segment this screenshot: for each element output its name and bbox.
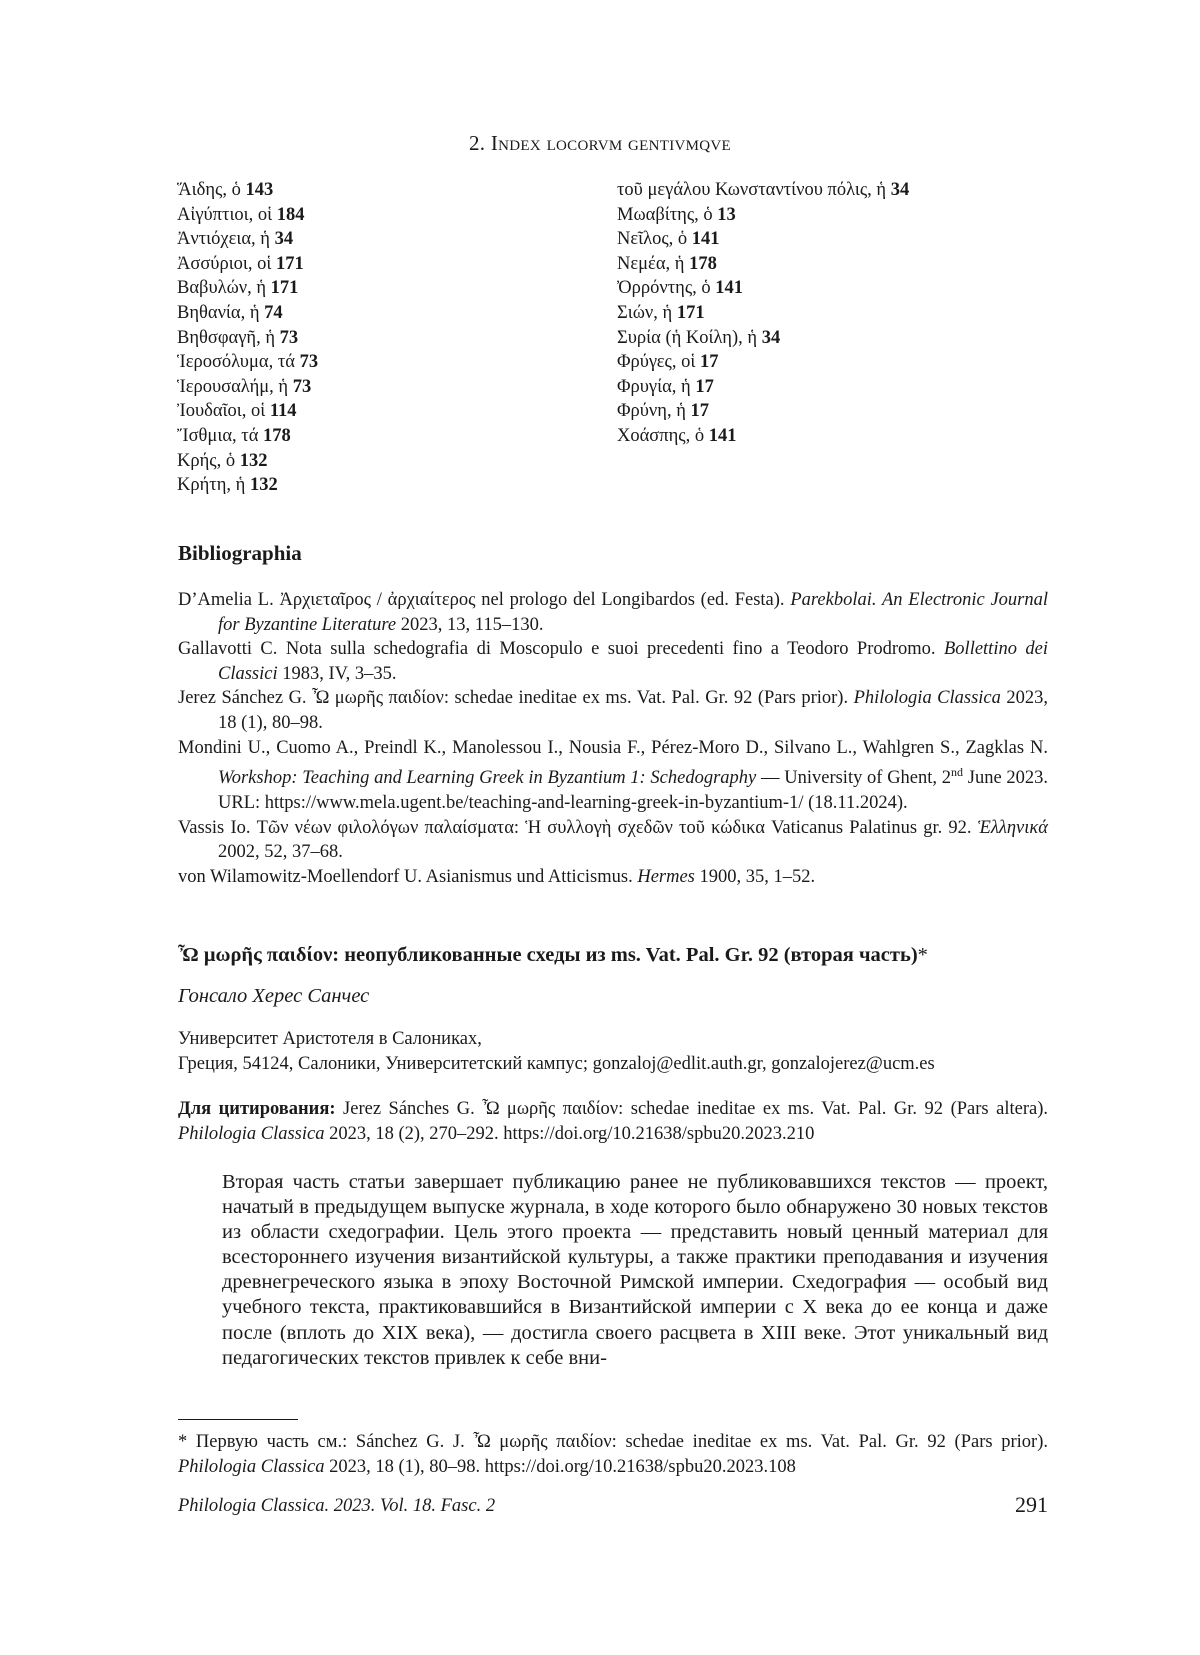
index-entry: Φρύγες, οἱ 17 bbox=[617, 352, 719, 373]
bibliography-heading: Bibliographia bbox=[178, 541, 302, 565]
author-affiliation: Университет Аристотеля в Салониках, Греция, 54124, Салоники, Университетский кампус; gonzaloj@edlit.auth.gr, gonzalojerez@ucm.es bbox=[178, 1029, 935, 1074]
index-entry: Ἅιδης, ὁ 143 bbox=[177, 180, 274, 200]
article-author: Гонсало Херес Санчес bbox=[178, 985, 370, 1007]
bibliography-entry: von Wilamowitz-Moellendorf U. Asianismus und Atticismus. Hermes 1900, 35, 1–52. bbox=[178, 866, 816, 887]
section-title-rest: ndex locorvm gentivmqve bbox=[498, 131, 732, 155]
bibliography-entry: Jerez Sánchez G. Ὦ μωρῆς παιδίον: schedae ineditae ex ms. Vat. Pal. Gr. 92 (Pars prior). Philologia Classica 2023, 18 (1), 80–98. bbox=[178, 688, 1049, 733]
footnote: * Первую часть см.: Sánchez G. J. Ὦ μωρῆς παιδίον: schedae ineditae ex ms. Vat. Pal. Gr. 92 (Pars prior). Philologia Classica 2023, 18 (1), 80–98. https://doi.org/10.21638/spbu20.2023.108 bbox=[178, 1432, 1048, 1477]
bibliography-entry: D’Amelia L. Ἀρχιεταῖρος / ἀρχιαίτερος nel prologo del Longibardos (ed. Festa). Parekbolai. An Electronic Journal for Byzantine Literature 2023, 13, 115–130. bbox=[178, 590, 1049, 635]
citation-block: Для цитирования: Jerez Sánches G. Ὦ μωρῆς παιδίον: schedae ineditae ex ms. Vat. Pal. Gr. 92 (Pars altera). Philologia Classica 2023, 18 (2), 270–292. https://doi.org/10.21638/spbu20.2023.210 bbox=[178, 1099, 1048, 1144]
index-entry: Βαβυλών, ἡ 171 bbox=[177, 278, 299, 299]
index-entry: Φρύνη, ἡ 17 bbox=[617, 401, 710, 422]
index-entry: Ἱερουσαλήμ, ἡ 73 bbox=[177, 376, 312, 397]
bibliography-entry: Gallavotti C. Nota sulla schedografia di Moscopulo e suoi precedenti fino a Teodoro Prodromo. Bollettino dei Classici 1983, IV, 3–35. bbox=[178, 639, 1049, 684]
index-entry: τοῦ μεγάλου Κωνσταντίνου πόλις, ἡ 34 bbox=[617, 180, 910, 200]
index-column-right bbox=[617, 178, 909, 449]
index-entry: Κρής, ὁ 132 bbox=[177, 450, 268, 471]
section-title-initial: I bbox=[490, 131, 499, 155]
index-entry: Ἰουδαῖοι, οἱ 114 bbox=[177, 401, 297, 422]
bibliography-entry: Vassis Io. Τῶν νέων φιλολόγων παλαίσματα: Ἡ συλλογὴ σχεδῶν τοῦ κώδικα Vaticanus Palatinus gr. 92. Ἑλληνικά 2002, 52, 37–68. bbox=[178, 817, 1048, 863]
index-entry: Βηθσφαγῆ, ἡ 73 bbox=[177, 327, 299, 348]
index-entry: Νεῖλος, ὁ 141 bbox=[617, 229, 720, 250]
section-title bbox=[0, 131, 1200, 156]
index-entry: Νεμέα, ἡ 178 bbox=[617, 253, 717, 274]
index-entry: Ἀντιόχεια, ἡ 34 bbox=[177, 229, 294, 250]
abstract-text: Вторая часть статьи завершает публикацию ранее не публиковавшихся текстов — проект, начатый в предыдущем выпуске журнала, в ходе которого было обнаружено 30 новых текстов из области схедографии. Цель этого проекта — представить новый ценный материал для всестороннего изучения византийской культуры, а также практики преподавания и изучения древнегреческого языка в эпоху Восточной Римской империи. Схедография — особый вид учебного текста, практиковавшийся в Византийской империи с X века до ее конца и даже после (вплоть до XIX века), — достигла своего расцвета в XIII веке. Этот уникальный вид педагогических текстов привлек к себе вни- bbox=[222, 1171, 1048, 1369]
index-entry: Αἰγύπτιοι, οἱ 184 bbox=[177, 204, 305, 225]
index-entry: Ἴσθμια, τά 178 bbox=[177, 425, 291, 446]
index-entry: Συρία (ἡ Κοίλη), ἡ 34 bbox=[617, 327, 781, 348]
bibliography-list bbox=[178, 588, 1048, 889]
index-entry: Φρυγία, ἡ 17 bbox=[617, 376, 714, 397]
index-entry: Βηθανία, ἡ 74 bbox=[177, 302, 283, 323]
title-footnote-mark: * bbox=[917, 944, 928, 966]
article-title: Ὦ μωρῆς παιδίον: неопубликованные схеды из ms. Vat. Pal. Gr. 92 (вторая часть)* bbox=[178, 944, 928, 966]
index-entry: Ὀρρόντης, ὁ 141 bbox=[617, 278, 744, 299]
citation-label: Для цитирования: bbox=[178, 1099, 336, 1119]
index-entry: Μωαβίτης, ὁ 13 bbox=[617, 204, 736, 225]
index-entry: Ἱεροσόλυμα, τά 73 bbox=[177, 352, 319, 373]
running-footer: Philologia Classica. 2023. Vol. 18. Fasc. 2 bbox=[178, 1496, 496, 1516]
bibliography-entry: Mondini U., Cuomo A., Preindl K., Manolessou I., Nousia F., Pérez-Moro D., Silvano L., Wahlgren S., Zagklas N. Workshop: Teaching and Learning Greek in Byzantium 1: Schedography — University of Ghent, 2nd June 2023. URL: https://www.mela.ugent.be/teaching-and-learning-greek-in-byzantium-1/ (18.11.2024). bbox=[178, 737, 1049, 813]
index-column-left bbox=[177, 178, 318, 498]
section-number: 2. bbox=[468, 131, 491, 155]
index-entry: Χοάσπης, ὁ 141 bbox=[617, 425, 737, 446]
page-number: 291 bbox=[1015, 1492, 1048, 1517]
footnote-divider bbox=[178, 1419, 298, 1420]
index-entry: Κρήτη, ἡ 132 bbox=[177, 475, 278, 496]
index-entry: Ἀσσύριοι, οἱ 171 bbox=[177, 253, 304, 274]
index-entry: Σιών, ἡ 171 bbox=[617, 302, 705, 323]
